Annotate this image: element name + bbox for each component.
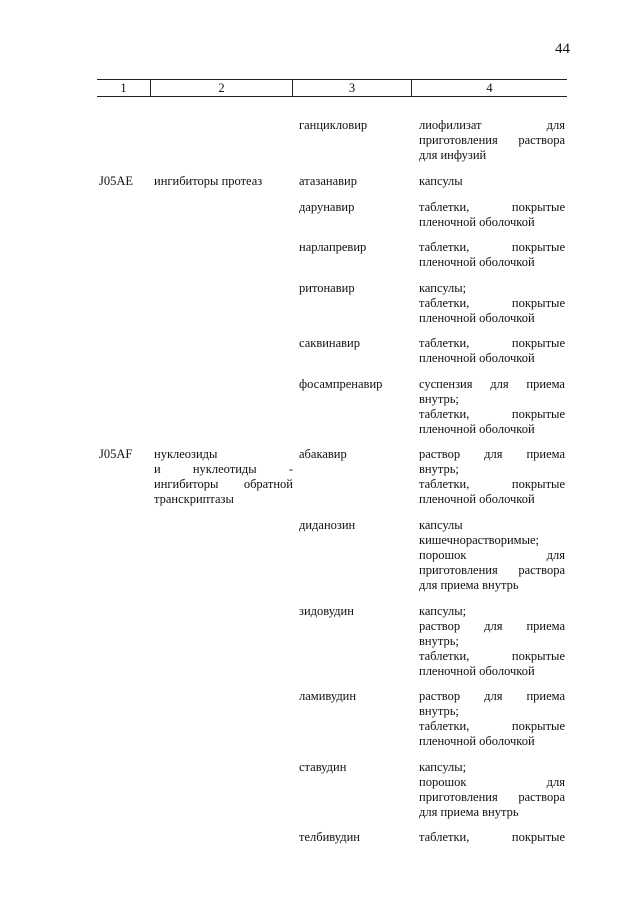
form-word: для инфузий: [419, 148, 487, 162]
table-header: [97, 79, 567, 97]
form-line: [419, 377, 565, 392]
form-word: порошок: [419, 775, 467, 789]
form-word: пленочной оболочкой: [419, 734, 535, 748]
header-col-2: 2: [151, 80, 293, 96]
form-line: [419, 492, 565, 507]
group-word: -: [288, 462, 293, 476]
form-line: [419, 447, 565, 462]
form-line: [419, 148, 565, 163]
form-word: покрытые: [511, 296, 565, 310]
form-line: [419, 422, 565, 437]
group-word: и: [154, 462, 161, 476]
form-word: для: [484, 447, 503, 461]
form-word: приготовления: [419, 563, 498, 577]
form-line: [419, 477, 565, 492]
form-line: [419, 296, 565, 311]
drug-name: ставудин: [299, 760, 347, 774]
form-word: для: [546, 775, 565, 789]
dosage-forms: [419, 240, 565, 270]
form-word: покрытые: [511, 336, 565, 350]
form-line: [419, 518, 565, 533]
drug-name: зидовудин: [299, 604, 354, 618]
form-line: [419, 311, 565, 326]
header-col-1: 1: [97, 80, 151, 96]
form-word: покрытые: [511, 200, 565, 214]
form-word: таблетки,: [419, 296, 470, 310]
form-line: [419, 664, 565, 679]
form-line: [419, 200, 565, 215]
dosage-forms: [419, 604, 565, 679]
group-word: нуклеозиды: [154, 447, 218, 461]
form-line: [419, 760, 565, 775]
group-line: [154, 492, 293, 507]
form-word: для приема внутрь: [419, 578, 519, 592]
dosage-forms: [419, 118, 565, 163]
dosage-forms: [419, 174, 565, 189]
group-line: [154, 447, 293, 462]
form-word: пленочной оболочкой: [419, 664, 535, 678]
form-line: [419, 604, 565, 619]
form-word: приема: [526, 689, 565, 703]
form-word: раствора: [518, 563, 565, 577]
dosage-forms: [419, 689, 565, 749]
form-word: таблетки,: [419, 200, 470, 214]
form-line: [419, 118, 565, 133]
dosage-forms: [419, 281, 565, 326]
form-word: лиофилизат: [419, 118, 482, 132]
dosage-forms: [419, 830, 565, 845]
form-word: для: [546, 548, 565, 562]
form-word: суспензия: [419, 377, 473, 391]
form-word: для: [484, 619, 503, 633]
form-line: [419, 578, 565, 593]
drug-name: абакавир: [299, 447, 347, 461]
drug-name: телбивудин: [299, 830, 360, 844]
form-word: таблетки,: [419, 830, 470, 844]
form-word: капсулы: [419, 518, 463, 532]
form-line: [419, 563, 565, 578]
dosage-forms: [419, 377, 565, 437]
form-line: [419, 649, 565, 664]
form-line: [419, 133, 565, 148]
form-word: кишечнорастворимые;: [419, 533, 539, 547]
form-word: капсулы;: [419, 760, 467, 774]
form-word: раствора: [518, 133, 565, 147]
dosage-forms: [419, 200, 565, 230]
form-word: пленочной оболочкой: [419, 351, 535, 365]
drug-name: дарунавир: [299, 200, 355, 214]
form-line: [419, 689, 565, 704]
page-number: 44: [555, 41, 570, 57]
form-word: покрытые: [511, 649, 565, 663]
form-word: пленочной оболочкой: [419, 311, 535, 325]
form-word: раствор: [419, 447, 461, 461]
form-line: [419, 830, 565, 845]
form-word: таблетки,: [419, 719, 470, 733]
form-word: пленочной оболочкой: [419, 255, 535, 269]
form-line: [419, 240, 565, 255]
form-word: таблетки,: [419, 649, 470, 663]
form-word: внутрь;: [419, 392, 459, 406]
form-line: [419, 775, 565, 790]
form-word: таблетки,: [419, 407, 470, 421]
form-word: покрытые: [511, 830, 565, 844]
form-word: капсулы;: [419, 604, 467, 618]
drug-name: атазанавир: [299, 174, 357, 188]
drug-name: фосампренавир: [299, 377, 383, 391]
form-word: внутрь;: [419, 462, 459, 476]
form-word: пленочной оболочкой: [419, 492, 535, 506]
form-word: приема: [526, 377, 565, 391]
form-word: приготовления: [419, 790, 498, 804]
form-word: капсулы: [419, 174, 463, 188]
form-line: [419, 719, 565, 734]
group-word: ингибиторы протеаз: [154, 174, 263, 188]
form-line: [419, 462, 565, 477]
form-word: покрытые: [511, 407, 565, 421]
form-line: [419, 805, 565, 820]
group-line: [154, 462, 293, 477]
drug-name: саквинавир: [299, 336, 360, 350]
form-word: таблетки,: [419, 477, 470, 491]
form-line: [419, 734, 565, 749]
drug-name: нарлапревир: [299, 240, 367, 254]
header-col-3: 3: [293, 80, 412, 96]
form-word: покрытые: [511, 719, 565, 733]
form-word: пленочной оболочкой: [419, 422, 535, 436]
form-word: для: [484, 689, 503, 703]
form-word: покрытые: [511, 477, 565, 491]
form-word: раствор: [419, 619, 461, 633]
form-word: раствора: [518, 790, 565, 804]
form-word: для: [490, 377, 509, 391]
form-word: раствор: [419, 689, 461, 703]
form-line: [419, 407, 565, 422]
form-line: [419, 790, 565, 805]
dosage-forms: [419, 447, 565, 507]
form-word: для приема внутрь: [419, 805, 519, 819]
group-name: [154, 447, 293, 507]
form-word: для: [546, 118, 565, 132]
dosage-forms: [419, 760, 565, 820]
dosage-forms: [419, 336, 565, 366]
form-line: [419, 215, 565, 230]
form-line: [419, 336, 565, 351]
form-line: [419, 392, 565, 407]
form-word: пленочной оболочкой: [419, 215, 535, 229]
form-line: [419, 351, 565, 366]
form-word: таблетки,: [419, 336, 470, 350]
form-word: приема: [526, 619, 565, 633]
group-word: нуклеотиды: [192, 462, 257, 476]
form-word: капсулы;: [419, 281, 467, 295]
form-line: [419, 533, 565, 548]
group-word: ингибиторы: [154, 477, 219, 491]
form-line: [419, 255, 565, 270]
group-name: [154, 174, 293, 189]
form-word: приема: [526, 447, 565, 461]
form-line: [419, 619, 565, 634]
group-word: обратной: [243, 477, 293, 491]
group-line: [154, 477, 293, 492]
form-word: покрытые: [511, 240, 565, 254]
drug-name: ритонавир: [299, 281, 355, 295]
drug-name: ламивудин: [299, 689, 357, 703]
drug-name: ганцикловир: [299, 118, 368, 132]
form-word: внутрь;: [419, 704, 459, 718]
header-col-4: 4: [486, 81, 493, 95]
atc-code: J05AE: [99, 174, 134, 188]
form-line: [419, 548, 565, 563]
drug-name: диданозин: [299, 518, 356, 532]
group-line: [154, 174, 293, 189]
form-word: внутрь;: [419, 634, 459, 648]
form-line: [419, 281, 565, 296]
atc-code: J05AF: [99, 447, 133, 461]
form-word: таблетки,: [419, 240, 470, 254]
form-line: [419, 634, 565, 649]
form-word: приготовления: [419, 133, 498, 147]
form-line: [419, 174, 565, 189]
dosage-forms: [419, 518, 565, 593]
form-line: [419, 704, 565, 719]
form-word: порошок: [419, 548, 467, 562]
group-word: транскриптазы: [154, 492, 234, 506]
